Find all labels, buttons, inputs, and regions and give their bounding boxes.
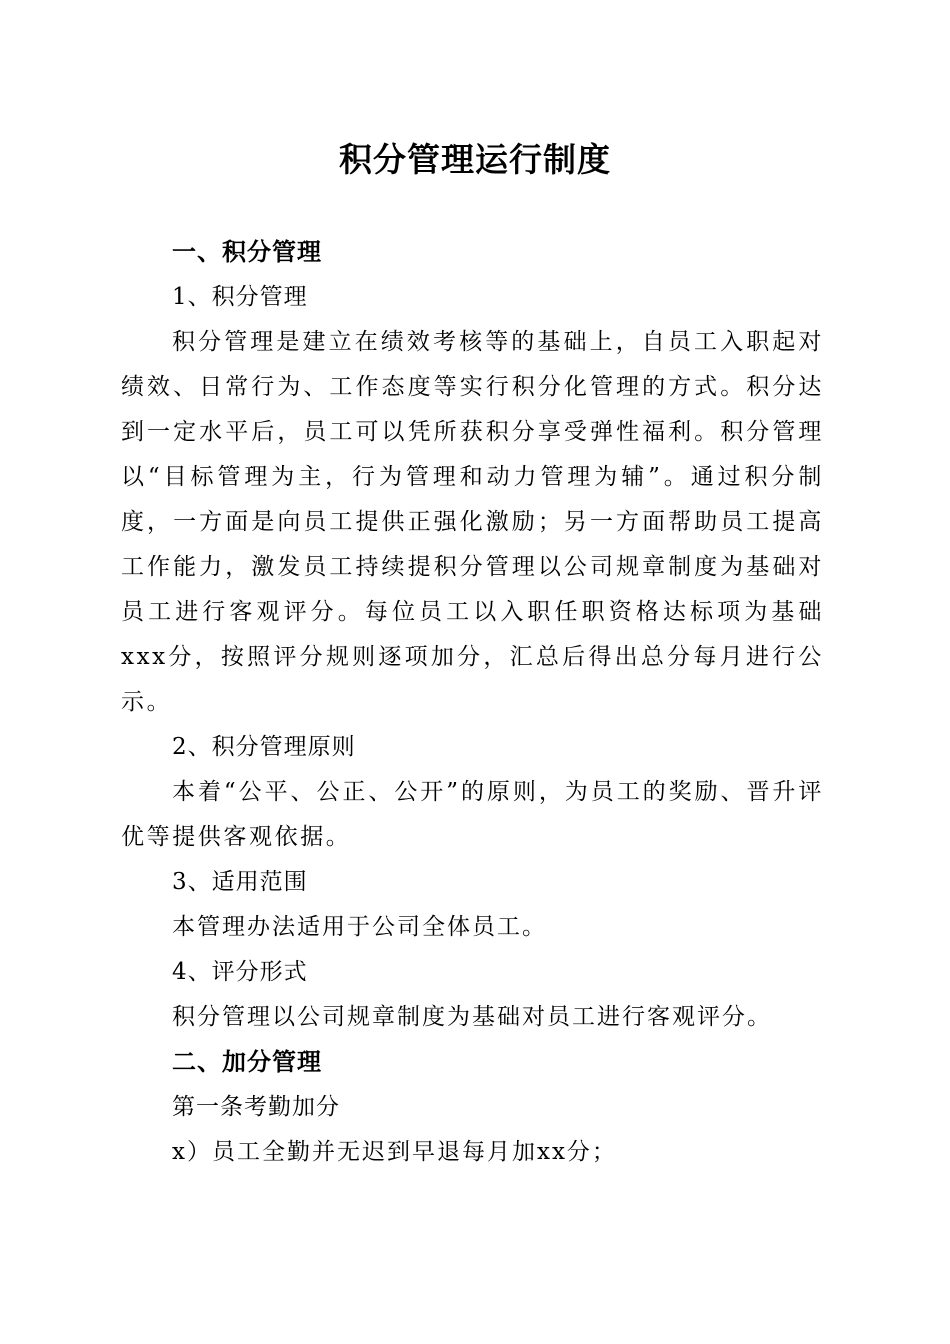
section-heading-1: 一、积分管理 <box>172 238 322 266</box>
document-body <box>121 230 824 1175</box>
subsection-heading-1-4: 4、评分形式 <box>172 959 308 985</box>
article-heading-1: 第一条考勤加分 <box>172 1094 340 1120</box>
paragraph-1-2: 本着“公平、公正、公开”的原则，为员工的奖励、晋升评优等提供客观依据。 <box>121 779 824 850</box>
document-title: 积分管理运行制度 <box>339 140 611 179</box>
subsection-heading-1-3: 3、适用范围 <box>172 869 308 895</box>
paragraph-1-4: 积分管理以公司规章制度为基础对员工进行客观评分。 <box>172 1004 772 1030</box>
subsection-heading-1-1: 1、积分管理 <box>172 284 308 310</box>
section-heading-2: 二、加分管理 <box>172 1048 322 1076</box>
subsection-heading-1-2: 2、积分管理原则 <box>172 734 356 760</box>
paragraph-1-3: 本管理办法适用于公司全体员工。 <box>172 914 547 940</box>
list-item-attendance: x）员工全勤并无迟到早退每月加xx分； <box>172 1139 617 1165</box>
paragraph-1-1: 积分管理是建立在绩效考核等的基础上，自员工入职起对绩效、日常行为、工作态度等实行积分化管理的方式。积分达到一定水平后，员工可以凭所获积分享受弹性福利。积分管理以“目标管理为主，行为管理和动力管理为辅”。通过积分制度，一方面是向员工提供正强化激励；另一方面帮助员工提高工作能力，激发员工持续提积分管理以公司规章制度为基础对员工进行客观评分。每位员工以入职任职资格达标项为基础xxx分，按照评分规则逐项加分，汇总后得出总分每月进行公示。 <box>121 329 824 715</box>
